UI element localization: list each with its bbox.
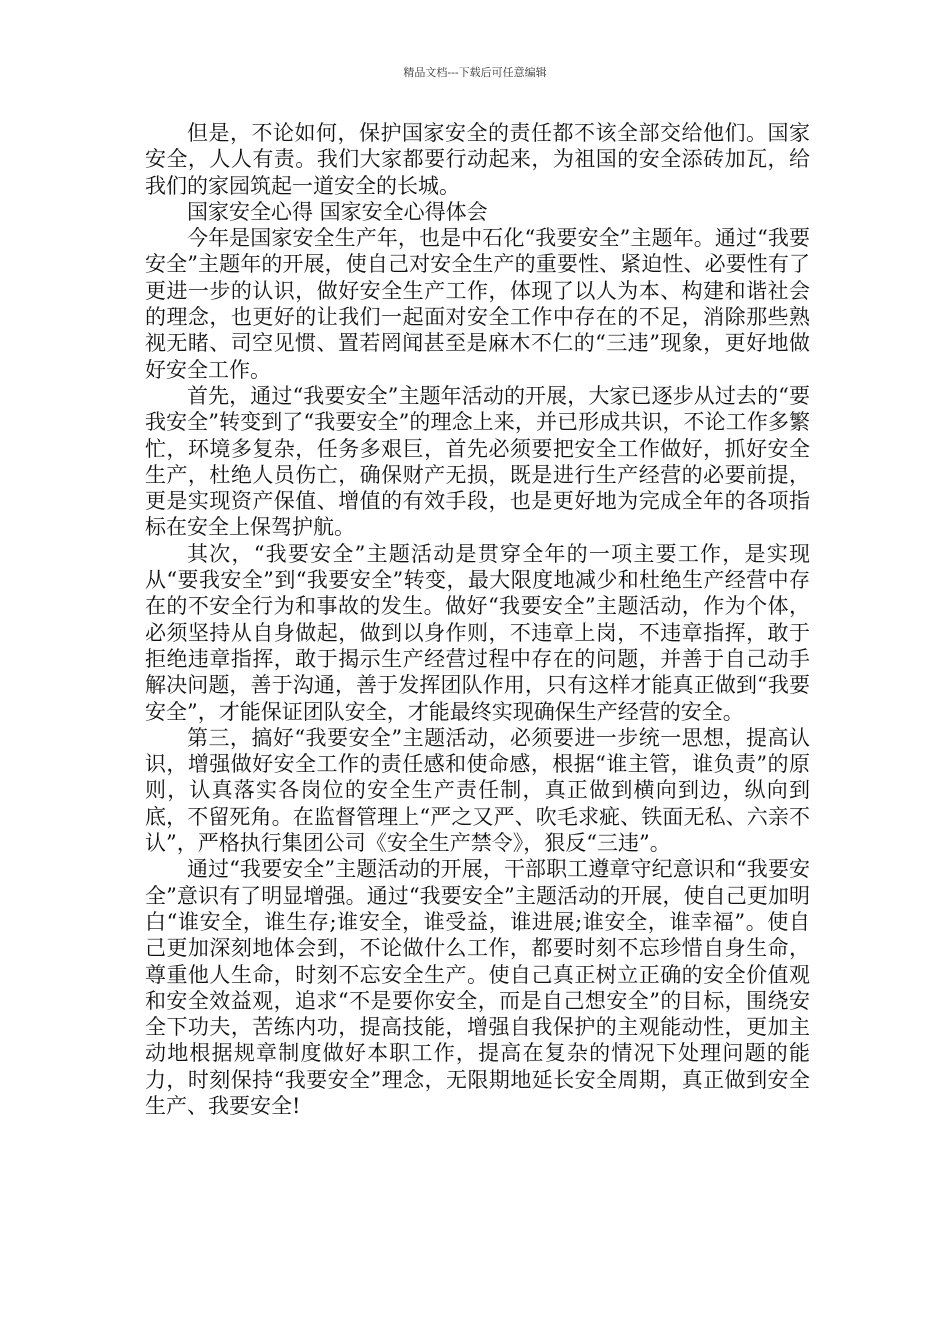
page-header: 精品文档---下载后可任意编辑 bbox=[403, 66, 547, 79]
body-paragraph-3: 其次，“我要安全”主题活动是贯穿全年的一项主要工作，是实现从“要我安全”到“我要安全”转变，最大限度地减少和杜绝生产经营中存在的不安全行为和事故的发生。做好“我要安全”主题活动，作为个体，必须坚持从自身做起，做到以身作则，不违章上岗，不违章指挥，敢于拒绝违章指挥，敢于揭示生产经营过程中存在的问题，并善于自己动手解决问题，善于沟通，善于发挥团队作用，只有这样才能真正做到“我要安全”，才能保证团队安全，才能最终实现确保生产经营的安全。 bbox=[145, 541, 810, 724]
intro-paragraph: 但是，不论如何，保护国家安全的责任都不该全部交给他们。国家安全，人人有责。我们大家都要行动起来，为祖国的安全添砖加瓦，给我们的家园筑起一道安全的长城。 bbox=[145, 121, 810, 198]
body-paragraph-2: 首先，通过“我要安全”主题年活动的开展，大家已逐步从过去的“要我安全”转变到了“我要安全”的理念上来，并已形成共识，不论工作多繁忙，环境多复杂，任务多艰巨，首先必须要把安全工作做好，抓好安全生产，杜绝人员伤亡，确保财产无损，既是进行生产经营的必要前提，更是实现资产保值、增值的有效手段，也是更好地为完成全年的各项指标在安全上保驾护航。 bbox=[145, 383, 810, 540]
body-paragraph-4: 第三，搞好“我要安全”主题活动，必须要进一步统一思想，提高认识，增强做好安全工作的责任感和使命感，根据“谁主管，谁负责”的原则，认真落实各岗位的安全生产责任制，真正做到横向到边，纵向到底，不留死角。在监督管理上“严之又严、吹毛求疵、铁面无私、六亲不认”，严格执行集团公司《安全生产禁令》，狠反“三违”。 bbox=[145, 725, 810, 856]
document-body bbox=[145, 120, 810, 1119]
body-paragraph-5: 通过“我要安全”主题活动的开展，干部职工遵章守纪意识和“我要安全”意识有了明显增强。通过“我要安全”主题活动的开展，使自己更加明白“谁安全，谁生存;谁安全，谁受益，谁进展;谁安全，谁幸福”。使自己更加深刻地体会到，不论做什么工作，都要时刻不忘珍惜自身生命，尊重他人生命，时刻不忘安全生产。使自己真正树立正确的安全价值观和安全效益观，追求“不是要你安全，而是自己想安全”的目标，围绕安全下功夫，苦练内功，提高技能，增强自我保护的主观能动性，更加主动地根据规章制度做好本职工作，提高在复杂的情况下处理问题的能力，时刻保持“我要安全”理念，无限期地延长安全周期，真正做到安全生产、我要安全! bbox=[145, 857, 810, 1118]
body-paragraph-1: 今年是国家安全生产年，也是中石化“我要安全”主题年。通过“我要安全”主题年的开展，使自己对安全生产的重要性、紧迫性、必要性有了更进一步的认识，做好安全生产工作，体现了以人为本、构建和谐社会的理念，也更好的让我们一起面对安全工作中存在的不足，消除那些熟视无睹、司空见惯、置若罔闻甚至是麻木不仁的“三违”现象，更好地做好安全工作。 bbox=[145, 226, 810, 382]
section-title: 国家安全心得 国家安全心得体会 bbox=[187, 199, 488, 224]
